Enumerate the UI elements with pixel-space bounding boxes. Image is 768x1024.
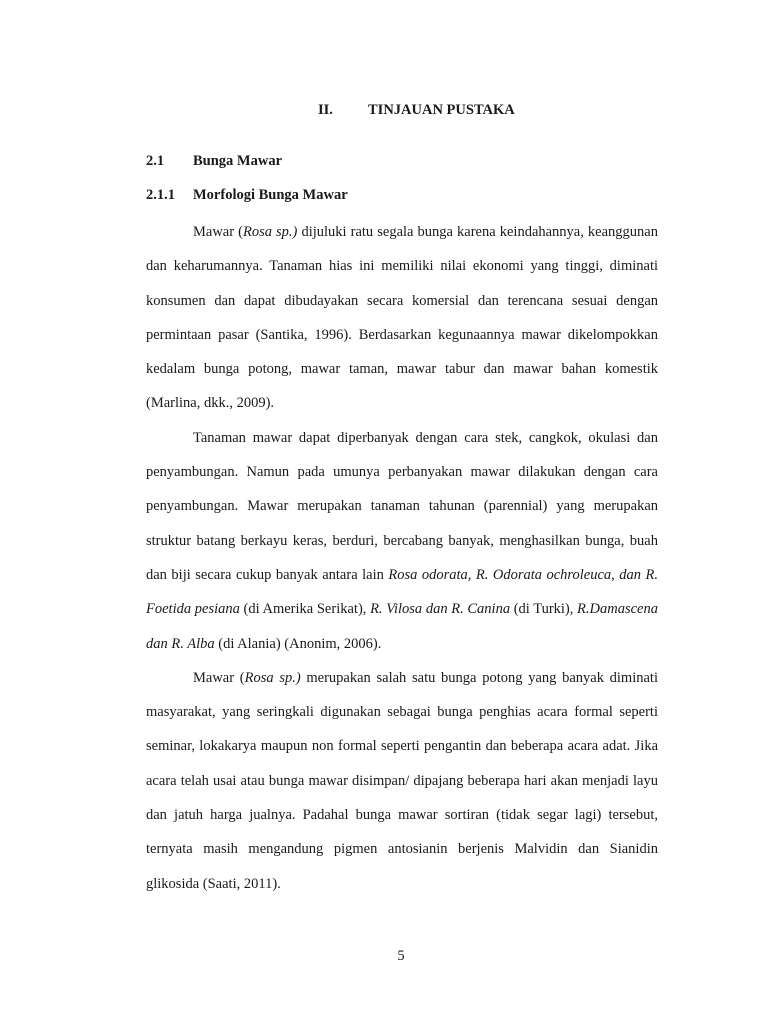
section-title: Bunga Mawar [193,153,283,169]
chapter-title: TINJAUAN PUSTAKA [368,102,515,118]
subsection-title: Morfologi Bunga Mawar [193,187,348,203]
paragraph-2: Tanaman mawar dapat diperbanyak dengan cara stek, cangkok, okulasi dan penyambungan. Namun pada umunya perbanyakan mawar dilakukan dengan cara penyambungan. Mawar merupakan tanaman tahunan (parennial) yang merupakan struktur batang berkayu keras, berduri, bercabang banyak, menghasilkan bunga, buah dan biji secara cukup banyak antara lain Rosa odorata, R. Odorata ochroleuca, dan R. Foetida pesiana (di Amerika Serikat), R. Vilosa dan R. Canina (di Turki), R.Damascena dan R. Alba (di Alania) (Anonim, 2006). [146,429,658,652]
section-heading [146,153,282,170]
body-text [146,215,658,901]
subsection-number: 2.1.1 [146,187,175,203]
subsection-heading [146,187,348,204]
paragraph-3: Mawar (Rosa sp.) merupakan salah satu bunga potong yang banyak diminati masyarakat, yang seringkali digunakan sebagai bunga penghias acara formal seperti seminar, lokakarya maupun non formal seperti pengantin dan beberapa acara adat. Jika acara telah usai atau bunga mawar disimpan/ dipajang beberapa hari akan menjadi layu dan jatuh harga jualnya. Padahal bunga mawar sortiran (tidak segar lagi) tersebut, ternyata masih mengandung pigmen antosianin berjenis Malvidin dan Sianidin glikosida (Saati, 2011). [146,669,658,892]
page-number: 5 [397,948,405,964]
paragraph-1: Mawar (Rosa sp.) dijuluki ratu segala bunga karena keindahannya, keanggunan dan keharumannya. Tanaman hias ini memiliki nilai ekonomi yang tinggi, diminati konsumen dan dapat dibudayakan secara komersial dan terencana sesuai dengan permintaan pasar (Santika, 1996). Berdasarkan kegunaannya mawar dikelompokkan kedalam bunga potong, mawar taman, mawar tabur dan mawar bahan komestik (Marlina, dkk., 2009). [146,224,658,412]
chapter-heading [318,102,515,119]
chapter-number: II. [318,102,333,118]
section-number: 2.1 [146,153,165,169]
